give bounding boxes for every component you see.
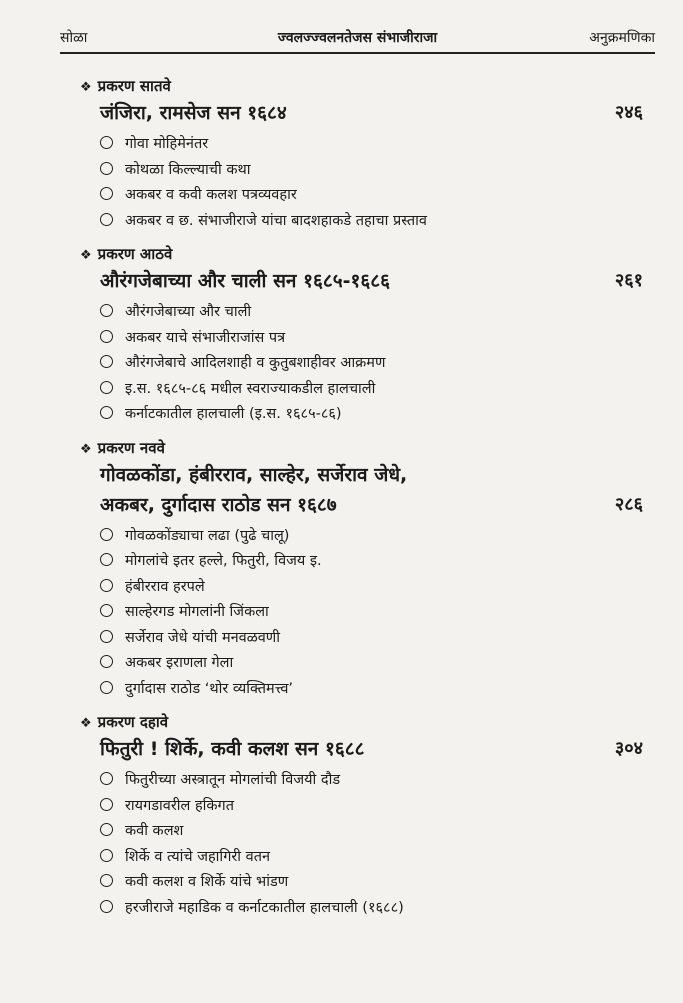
list-item[interactable]: गोवळकोंड्याचा लढा (पुढे चालू)	[100, 524, 683, 550]
circle-bullet-icon	[100, 304, 113, 317]
list-item[interactable]: हरजीराजे महाडिक व कर्नाटकातील हालचाली (१६८८)	[100, 896, 683, 922]
list-item[interactable]: औरंगजेबाचे आदिलशाही व कुतुबशाहीवर आक्रमण	[100, 351, 683, 377]
list-item[interactable]: कोथळा किल्ल्याची कथा	[100, 158, 683, 184]
topic-list	[0, 300, 683, 428]
chapter-title[interactable]	[100, 460, 643, 520]
chapter-title-line: गोवळकोंडा, हंबीरराव, साल्हेर, सर्जेराव जेधे,	[100, 463, 408, 486]
list-item[interactable]: हंबीरराव हरपले	[100, 575, 683, 601]
section-title: अनुक्रमणिका	[589, 30, 655, 46]
list-item[interactable]: फितुरीच्या अस्त्रातून मोगलांची विजयी दौड	[100, 768, 683, 794]
circle-bullet-icon	[100, 136, 113, 149]
circle-bullet-icon	[100, 798, 113, 811]
chapter-page-number: ३०४	[614, 738, 643, 759]
list-item[interactable]: सर्जेराव जेधे यांची मनवळवणी	[100, 626, 683, 652]
circle-bullet-icon	[100, 162, 113, 175]
list-item[interactable]: दुर्गादास राठोड ‘थोर व्यक्तिमत्त्व’	[100, 677, 683, 703]
chapter-label: ❖ प्रकरण दहावे	[80, 713, 169, 731]
list-item[interactable]: अकबर व कवी कलश पत्रव्यवहार	[100, 183, 683, 209]
chapter-title-line: अकबर, दुर्गादास राठोड सन १६८७	[100, 493, 337, 516]
chapter-label: ❖ प्रकरण आठवे	[80, 245, 173, 263]
circle-bullet-icon	[100, 874, 113, 887]
list-item[interactable]: औरंगजेबाच्या और चाली	[100, 300, 683, 326]
header-rule	[60, 52, 655, 54]
list-item[interactable]: कवी कलश	[100, 819, 683, 845]
chapter-title-line: फितुरी ! शिर्के, कवी कलश सन १६८८	[100, 738, 365, 760]
circle-bullet-icon	[100, 579, 113, 592]
list-item[interactable]: कवी कलश व शिर्के यांचे भांडण	[100, 870, 683, 896]
list-item[interactable]: शिर्के व त्यांचे जहागिरी वतन	[100, 845, 683, 871]
circle-bullet-icon	[100, 406, 113, 419]
chapter-list	[0, 74, 683, 929]
page-number-label: सोळा	[60, 30, 88, 46]
diamond-bullet-icon: ❖	[80, 80, 92, 95]
list-item[interactable]: इ.स. १६८५-८६ मधील स्वराज्याकडील हालचाली	[100, 377, 683, 403]
circle-bullet-icon	[100, 823, 113, 836]
circle-bullet-icon	[100, 528, 113, 541]
circle-bullet-icon	[100, 355, 113, 368]
list-item[interactable]: कर्नाटकातील हालचाली (इ.स. १६८५-८६)	[100, 402, 683, 428]
chapter-title-line: जंजिरा, रामसेज सन १६८४	[100, 102, 287, 124]
topic-list	[0, 132, 683, 234]
chapter-page-number: २८६	[614, 493, 643, 515]
list-item[interactable]: मोगलांचे इतर हल्ले, फितुरी, विजय इ.	[100, 549, 683, 575]
chapter-label: ❖ प्रकरण सातवे	[80, 77, 171, 95]
list-item[interactable]: साल्हेरगड मोगलांनी जिंकला	[100, 600, 683, 626]
circle-bullet-icon	[100, 900, 113, 913]
circle-bullet-icon	[100, 553, 113, 566]
chapter-entry	[0, 710, 683, 921]
circle-bullet-icon	[100, 655, 113, 668]
diamond-bullet-icon: ❖	[80, 248, 92, 263]
circle-bullet-icon	[100, 213, 113, 226]
circle-bullet-icon	[100, 604, 113, 617]
chapter-entry	[0, 436, 683, 703]
chapter-title[interactable]	[100, 98, 643, 128]
diamond-bullet-icon: ❖	[80, 716, 92, 731]
topic-list	[0, 524, 683, 703]
list-item[interactable]: रायगडावरील हकिगत	[100, 794, 683, 820]
chapter-title[interactable]	[100, 734, 643, 764]
list-item[interactable]: अकबर इराणला गेला	[100, 651, 683, 677]
chapter-entry	[0, 74, 683, 234]
circle-bullet-icon	[100, 772, 113, 785]
chapter-label: ❖ प्रकरण नववे	[80, 438, 165, 457]
chapter-title[interactable]	[100, 266, 643, 296]
chapter-page-number: २४६	[614, 102, 643, 123]
list-item[interactable]: गोवा मोहिमेनंतर	[100, 132, 683, 158]
list-item[interactable]: अकबर याचे संभाजीराजांस पत्र	[100, 326, 683, 352]
circle-bullet-icon	[100, 681, 113, 694]
circle-bullet-icon	[100, 849, 113, 862]
circle-bullet-icon	[100, 381, 113, 394]
circle-bullet-icon	[100, 630, 113, 643]
circle-bullet-icon	[100, 330, 113, 343]
circle-bullet-icon	[100, 187, 113, 200]
topic-list	[0, 768, 683, 921]
list-item[interactable]: अकबर व छ. संभाजीराजे यांचा बादशहाकडे तहाचा प्रस्ताव	[100, 209, 683, 235]
diamond-bullet-icon: ❖	[80, 441, 92, 457]
chapter-entry	[0, 242, 683, 428]
chapter-title-line: औरंगजेबाच्या और चाली सन १६८५-१६८६	[100, 270, 391, 292]
book-title: ज्वलज्ज्वलनतेजस संभाजीराजा	[277, 30, 438, 46]
running-header	[60, 24, 655, 52]
chapter-page-number: २६१	[614, 270, 643, 291]
